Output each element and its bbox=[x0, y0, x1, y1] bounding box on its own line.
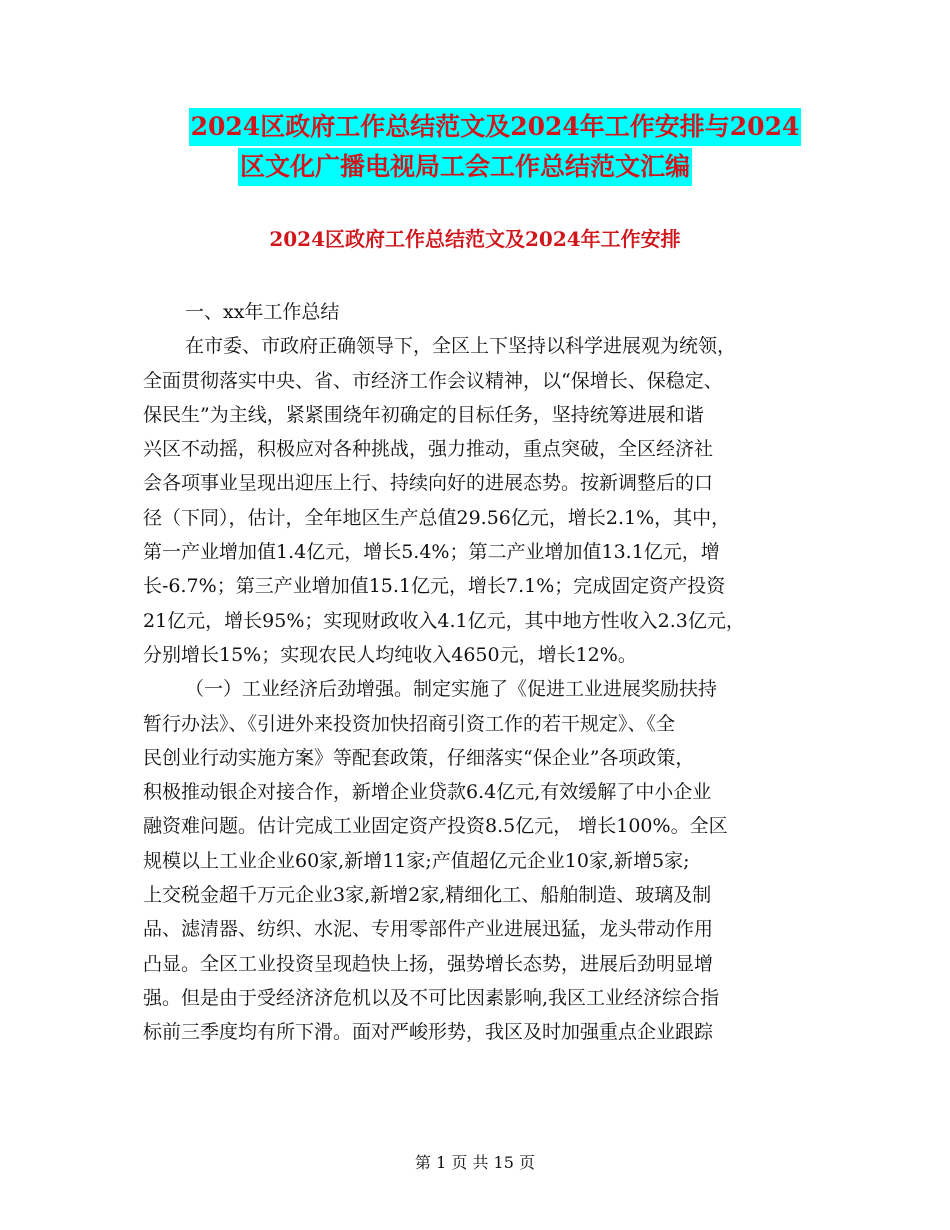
paragraph-line: 全面贯彻落实中央、省、市经济工作会议精神，以“保增长、保稳定、 bbox=[143, 369, 723, 392]
title-line-2: 区文化广播电视局工会工作总结范文汇编 bbox=[238, 148, 692, 186]
paragraph-line: 分别增长15%；实现农民人均纯收入4650元，增长12%。 bbox=[143, 643, 637, 666]
paragraph-line: 第一产业增加值1.4亿元，增长5.4%；第二产业增加值13.1亿元，增 bbox=[143, 541, 720, 564]
section-heading: 一、xx年工作总结 bbox=[185, 301, 340, 323]
paragraph-line: 融资难问题。估计完成工业固定资产投资8.5亿元， 增长100%。全区 bbox=[143, 815, 728, 838]
paragraph-line: 凸显。全区工业投资呈现趋快上扬，强势增长态势，进展后劲明显增 bbox=[143, 952, 714, 975]
paragraph-line: 民创业行动实施方案》等配套政策，仔细落实“保企业”各项政策， bbox=[143, 746, 695, 769]
paragraph-line: 21亿元，增长95%；实现财政收入4.1亿元，其中地方性收入2.3亿元， bbox=[143, 609, 745, 632]
paragraph-line: 暂行办法》、《引进外来投资加快招商引资工作的若干规定》、《全 bbox=[143, 712, 676, 735]
page-footer: 第 1 页 共 15 页 bbox=[415, 1153, 535, 1172]
paragraph-line: 长-6.7%；第三产业增加值15.1亿元，增长7.1%；完成固定资产投资 bbox=[143, 575, 726, 598]
paragraph-line: 会各项事业呈现出迎压上行、持续向好的进展态势。按新调整后的口 bbox=[143, 472, 714, 495]
section-subtitle: 2024区政府工作总结范文及2024年工作安排 bbox=[269, 227, 681, 251]
paragraph-line: 强。但是由于受经济济危机以及不可比因素影响,我区工业经济综合指 bbox=[143, 986, 720, 1009]
paragraph-line: 径（下同），估计，全年地区生产总值29.56亿元，增长2.1%，其中， bbox=[143, 506, 731, 529]
paragraph-line: 在市委、市政府正确领导下，全区上下坚持以科学进展观为统领， bbox=[185, 335, 737, 358]
paragraph-line: 积极推动银企对接合作，新增企业贷款6.4亿元,有效缓解了中小企业 bbox=[143, 781, 712, 804]
paragraph-line: （一）工业经济后劲增强。制定实施了《促进工业进展奖励扶持 bbox=[185, 678, 718, 701]
paragraph-line: 规模以上工业企业60家,新增11家;产值超亿元企业10家,新增5家; bbox=[143, 849, 690, 872]
document-title bbox=[0, 108, 950, 188]
paragraph-line: 上交税金超千万元企业3家,新增2家,精细化工、船舶制造、玻璃及制 bbox=[143, 884, 712, 907]
paragraph-line: 品、滤清器、纺织、水泥、专用零部件产业进展迅猛，龙头带动作用 bbox=[143, 918, 714, 941]
body-text bbox=[143, 295, 823, 1050]
paragraph-line: 标前三季度均有所下滑。面对严峻形势，我区及时加强重点企业跟踪 bbox=[143, 1021, 714, 1044]
paragraph-line: 保民生”为主线，紧紧围绕年初确定的目标任务，坚持统筹进展和谐 bbox=[143, 403, 704, 426]
paragraph-line: 兴区不动摇，积极应对各种挑战，强力推动，重点突破，全区经济社 bbox=[143, 438, 714, 461]
title-line-1: 2024区政府工作总结范文及2024年工作安排与2024 bbox=[189, 108, 802, 146]
